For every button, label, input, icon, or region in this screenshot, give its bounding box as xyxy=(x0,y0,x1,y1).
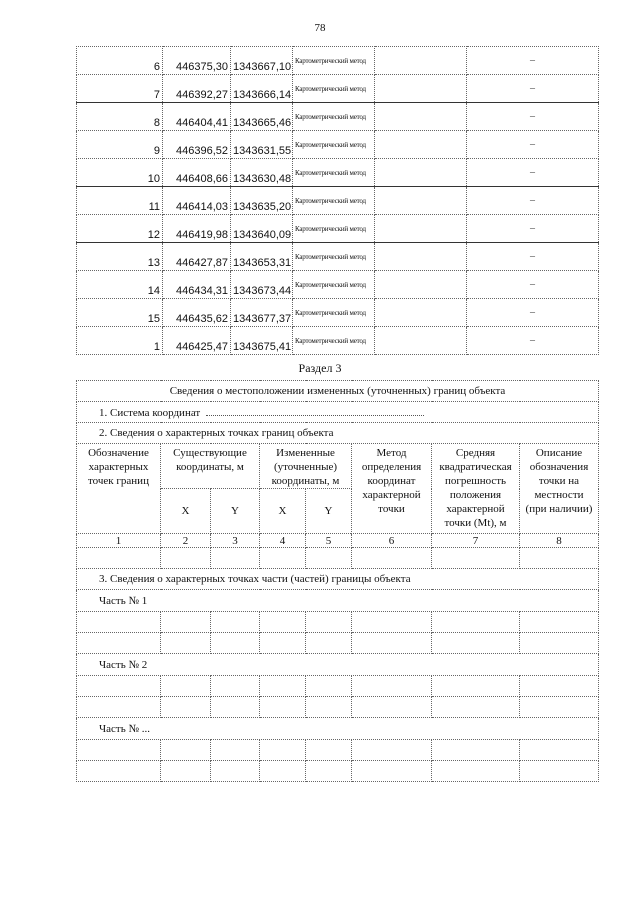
description: – xyxy=(467,159,599,187)
coordinate-system-label: 1. Система координат xyxy=(99,407,201,419)
error-cell xyxy=(375,159,467,187)
coordinate-system-row xyxy=(77,402,599,423)
coordinate-row xyxy=(77,103,599,131)
points-heading: 2. Сведения о характерных точках границ объекта xyxy=(77,423,599,444)
coordinate-y: 1343673,44 xyxy=(231,271,293,299)
coordinate-row xyxy=(77,271,599,299)
header-changed-coords: Измененные (уточненные) координаты, м xyxy=(260,444,352,489)
empty-row xyxy=(77,740,599,761)
point-number: 7 xyxy=(77,75,163,103)
section3-caption: Сведения о местоположении измененных (уточненных) границ объекта xyxy=(77,381,599,402)
coordinate-x: 446396,52 xyxy=(163,131,231,159)
header-existing-y: Y xyxy=(211,489,260,534)
coordinate-y: 1343665,46 xyxy=(231,103,293,131)
part-label: Часть № 1 xyxy=(77,590,599,612)
empty-row xyxy=(77,612,599,633)
description: – xyxy=(467,215,599,243)
point-number: 9 xyxy=(77,131,163,159)
coordinate-y: 1343631,55 xyxy=(231,131,293,159)
coordinate-row xyxy=(77,327,599,355)
header-point-designation: Обозначение характерных точек границ xyxy=(77,444,161,534)
coordinate-x: 446425,47 xyxy=(163,327,231,355)
coordinate-x: 446435,62 xyxy=(163,299,231,327)
coordinate-y: 1343630,48 xyxy=(231,159,293,187)
column-index: 4 xyxy=(260,534,306,548)
point-number: 10 xyxy=(77,159,163,187)
error-cell xyxy=(375,243,467,271)
method: Картометрический метод xyxy=(293,271,375,299)
method: Картометрический метод xyxy=(293,75,375,103)
method: Картометрический метод xyxy=(293,47,375,75)
coordinate-y: 1343666,14 xyxy=(231,75,293,103)
header-existing-x: X xyxy=(161,489,211,534)
coordinate-row xyxy=(77,243,599,271)
error-cell xyxy=(375,187,467,215)
coordinate-y: 1343677,37 xyxy=(231,299,293,327)
coordinate-x: 446408,66 xyxy=(163,159,231,187)
error-cell xyxy=(375,215,467,243)
error-cell xyxy=(375,47,467,75)
method: Картометрический метод xyxy=(293,131,375,159)
column-index: 1 xyxy=(77,534,161,548)
header-method: Метод определения координат характерной точки xyxy=(352,444,432,534)
empty-row xyxy=(77,697,599,718)
coordinate-y: 1343635,20 xyxy=(231,187,293,215)
header-description: Описание обозначения точки на местности (при наличии) xyxy=(520,444,599,534)
point-number: 1 xyxy=(77,327,163,355)
error-cell xyxy=(375,75,467,103)
coordinate-x: 446419,98 xyxy=(163,215,231,243)
point-number: 11 xyxy=(77,187,163,215)
header-changed-x: X xyxy=(260,489,306,534)
coordinate-row xyxy=(77,299,599,327)
point-number: 8 xyxy=(77,103,163,131)
coordinate-system-blank-line xyxy=(206,405,424,416)
column-index: 8 xyxy=(520,534,599,548)
method: Картометрический метод xyxy=(293,215,375,243)
coordinate-row xyxy=(77,187,599,215)
column-index: 6 xyxy=(352,534,432,548)
column-index: 3 xyxy=(211,534,260,548)
point-number: 12 xyxy=(77,215,163,243)
description: – xyxy=(467,271,599,299)
part-label: Часть № ... xyxy=(77,718,599,740)
coordinate-x: 446414,03 xyxy=(163,187,231,215)
page-number: 78 xyxy=(314,22,326,34)
coordinate-row xyxy=(77,131,599,159)
section3-table xyxy=(76,380,599,782)
coordinate-row xyxy=(77,159,599,187)
description: – xyxy=(467,103,599,131)
method: Картометрический метод xyxy=(293,103,375,131)
error-cell xyxy=(375,299,467,327)
coordinate-x: 446392,27 xyxy=(163,75,231,103)
coordinate-row xyxy=(77,215,599,243)
error-cell xyxy=(375,103,467,131)
part-points-heading: 3. Сведения о характерных точках части (частей) границы объекта xyxy=(77,569,599,590)
section-title: Раздел 3 xyxy=(298,361,342,375)
description: – xyxy=(467,299,599,327)
empty-row xyxy=(77,761,599,782)
header-error: Средняя квадратическая погрешность положения характерной точки (Mt), м xyxy=(432,444,520,534)
empty-row xyxy=(77,633,599,654)
description: – xyxy=(467,327,599,355)
coordinate-x: 446404,41 xyxy=(163,103,231,131)
method: Картометрический метод xyxy=(293,159,375,187)
point-number: 6 xyxy=(77,47,163,75)
point-number: 15 xyxy=(77,299,163,327)
header-changed-y: Y xyxy=(306,489,352,534)
coordinate-y: 1343653,31 xyxy=(231,243,293,271)
column-index: 2 xyxy=(161,534,211,548)
description: – xyxy=(467,187,599,215)
description: – xyxy=(467,75,599,103)
empty-row xyxy=(77,548,599,569)
header-existing-coords: Существующие координаты, м xyxy=(161,444,260,489)
coordinate-x: 446434,31 xyxy=(163,271,231,299)
error-cell xyxy=(375,327,467,355)
part-label: Часть № 2 xyxy=(77,654,599,676)
method: Картометрический метод xyxy=(293,187,375,215)
description: – xyxy=(467,243,599,271)
point-number: 14 xyxy=(77,271,163,299)
method: Картометрический метод xyxy=(293,243,375,271)
coordinate-row xyxy=(77,75,599,103)
coordinate-row xyxy=(77,47,599,75)
error-cell xyxy=(375,271,467,299)
coordinates-table xyxy=(76,46,599,355)
coordinate-y: 1343675,41 xyxy=(231,327,293,355)
method: Картометрический метод xyxy=(293,299,375,327)
point-number: 13 xyxy=(77,243,163,271)
coordinate-y: 1343667,10 xyxy=(231,47,293,75)
method: Картометрический метод xyxy=(293,327,375,355)
empty-row xyxy=(77,676,599,697)
coordinate-x: 446427,87 xyxy=(163,243,231,271)
coordinate-y: 1343640,09 xyxy=(231,215,293,243)
description: – xyxy=(467,131,599,159)
error-cell xyxy=(375,131,467,159)
description: – xyxy=(467,47,599,75)
column-index: 5 xyxy=(306,534,352,548)
coordinate-x: 446375,30 xyxy=(163,47,231,75)
column-index: 7 xyxy=(432,534,520,548)
